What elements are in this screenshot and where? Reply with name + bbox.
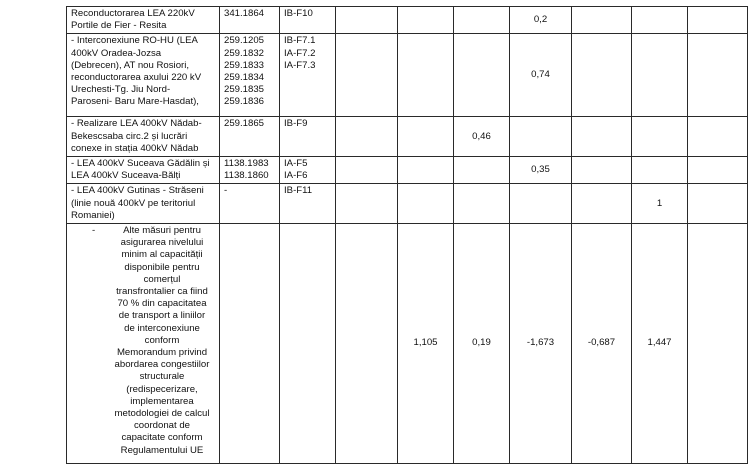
value-cell <box>572 7 632 34</box>
description-cell <box>67 184 220 224</box>
value-cell <box>688 184 748 224</box>
code-cell <box>220 117 280 157</box>
description-line: Memorandum privind <box>116 347 208 359</box>
description-line: disponibile pentru <box>124 261 200 273</box>
value-cell <box>398 34 454 117</box>
description-line: reconductorarea axului 220 kV <box>71 72 202 84</box>
code-value: 1138.1860 <box>224 170 269 182</box>
description-line: LEA 400kV Suceava-Bălți <box>71 170 181 182</box>
reference-value: IB-F10 <box>284 8 313 19</box>
code-value: 259.1832 <box>224 47 265 59</box>
description-cell <box>67 34 220 117</box>
reference-value: IA-F6 <box>284 170 308 182</box>
code-value: 259.1833 <box>224 59 265 71</box>
description-cell <box>67 224 220 464</box>
table-row <box>67 7 748 34</box>
description-line: de transport a liniilor <box>118 310 206 322</box>
value-cell <box>398 184 454 224</box>
code-cell <box>220 224 280 464</box>
value-cell <box>454 34 510 117</box>
description-line: Urechesti-Tg. Jiu Nord- <box>71 84 171 96</box>
value-cell <box>454 157 510 184</box>
description-line: metodologiei de calcul <box>114 408 210 420</box>
description-line: 70 % din capacitatea <box>117 298 207 310</box>
description-line: implementarea <box>130 395 194 407</box>
value-cell <box>336 184 398 224</box>
code-value: 259.1836 <box>224 96 265 108</box>
value-cell: 0,35 <box>510 157 572 184</box>
value-cell <box>688 117 748 157</box>
value-cell <box>454 7 510 34</box>
description-line: comerțul <box>143 273 181 285</box>
reference-value: IB-F11 <box>284 185 313 197</box>
value-cell <box>572 184 632 224</box>
value-cell <box>454 184 510 224</box>
value-cell: 0,19 <box>454 224 510 464</box>
value-cell <box>632 7 688 34</box>
description-line: Romaniei) <box>71 209 115 221</box>
description-line: Paroseni- Baru Mare-Hasdat), <box>71 96 199 108</box>
value-cell <box>398 117 454 157</box>
value-cell <box>688 7 748 34</box>
value-cell <box>398 157 454 184</box>
code-value: 259.1834 <box>224 72 265 84</box>
reference-cell <box>280 7 336 34</box>
description-line: Portile de Fier - Resita <box>71 20 167 32</box>
table-row <box>67 157 748 184</box>
description-line: de interconexiune <box>124 322 200 334</box>
code-cell <box>220 7 280 34</box>
description-line: coordonat de <box>133 420 190 432</box>
description-line: (Debrecen), AT nou Rosiori, <box>71 59 190 71</box>
value-cell <box>688 157 748 184</box>
value-cell <box>510 184 572 224</box>
reference-cell <box>280 117 336 157</box>
value-cell: 0,46 <box>454 117 510 157</box>
value-cell <box>688 224 748 464</box>
code-value: 259.1835 <box>224 84 265 96</box>
description-line: - Interconexiune RO-HU (LEA <box>71 35 198 47</box>
reference-cell <box>280 34 336 117</box>
value-cell <box>632 34 688 117</box>
reference-cell <box>280 184 336 224</box>
description-line: transfrontalier ca fiind <box>116 286 208 298</box>
value-cell: 1,447 <box>632 224 688 464</box>
table-row <box>67 184 748 224</box>
measures-table <box>66 6 748 464</box>
table-row <box>67 224 748 464</box>
description-line: - Realizare LEA 400kV Nădab- <box>71 118 202 130</box>
description-line: (redispecerizare, <box>126 383 198 395</box>
description-line: Bekescsaba circ.2 și lucrări <box>71 130 188 142</box>
code-value: 259.1865 <box>224 118 265 130</box>
value-cell <box>336 34 398 117</box>
description-cell <box>67 157 220 184</box>
description-line: minim al capacității <box>121 249 203 261</box>
description-line: capacitate conform <box>121 432 203 444</box>
code-value: - <box>224 185 228 197</box>
value-cell <box>572 117 632 157</box>
description-line: conexe in stația 400kV Nădab <box>71 142 199 154</box>
description-line: abordarea congestiilor <box>114 359 210 371</box>
value-cell <box>688 34 748 117</box>
value-cell: 0,74 <box>510 34 572 117</box>
reference-value: IB-F9 <box>284 118 308 130</box>
value-cell <box>632 117 688 157</box>
description-line: - LEA 400kV Suceava Gădălin și <box>71 158 210 170</box>
code-cell <box>220 184 280 224</box>
description-line: asigurarea nivelului <box>120 237 204 249</box>
code-cell <box>220 157 280 184</box>
reference-value: IB-F7.1 <box>284 35 316 47</box>
description-line: conform <box>144 334 180 346</box>
description-line: (linie nouă 400kV pe teritoriul <box>71 197 196 209</box>
description-line: 400kV Oradea-Jozsa <box>71 47 162 59</box>
reference-value: IA-F5 <box>284 158 308 170</box>
code-cell <box>220 34 280 117</box>
reference-cell <box>280 224 336 464</box>
description-line: structurale <box>139 371 185 383</box>
value-cell <box>336 7 398 34</box>
value-cell <box>572 34 632 117</box>
description-line: Reconductorarea LEA 220kV <box>71 8 195 19</box>
code-value: 341.1864 <box>224 8 265 19</box>
value-cell <box>572 157 632 184</box>
reference-cell <box>280 157 336 184</box>
value-cell <box>336 224 398 464</box>
table-row <box>67 34 748 117</box>
value-cell: 0,2 <box>510 7 572 34</box>
value-cell: -1,673 <box>510 224 572 464</box>
value-cell: 1,105 <box>398 224 454 464</box>
value-cell: -0,687 <box>572 224 632 464</box>
value-cell <box>632 157 688 184</box>
description-line: Alte măsuri pentru <box>123 225 201 237</box>
table-row <box>67 117 748 157</box>
value-cell <box>398 7 454 34</box>
value-cell <box>336 117 398 157</box>
description-line: Regulamentului UE <box>120 444 204 456</box>
value-cell <box>336 157 398 184</box>
reference-value: IA-F7.3 <box>284 59 316 71</box>
code-value: 259.1205 <box>224 35 265 47</box>
description-cell <box>67 7 220 34</box>
value-cell <box>510 117 572 157</box>
code-value: 1138.1983 <box>224 158 269 170</box>
reference-value: IA-F7.2 <box>284 47 316 59</box>
description-cell <box>67 117 220 157</box>
bullet-dash: - <box>92 225 96 237</box>
description-line: - LEA 400kV Gutinas - Străseni <box>71 185 204 197</box>
value-cell: 1 <box>632 184 688 224</box>
